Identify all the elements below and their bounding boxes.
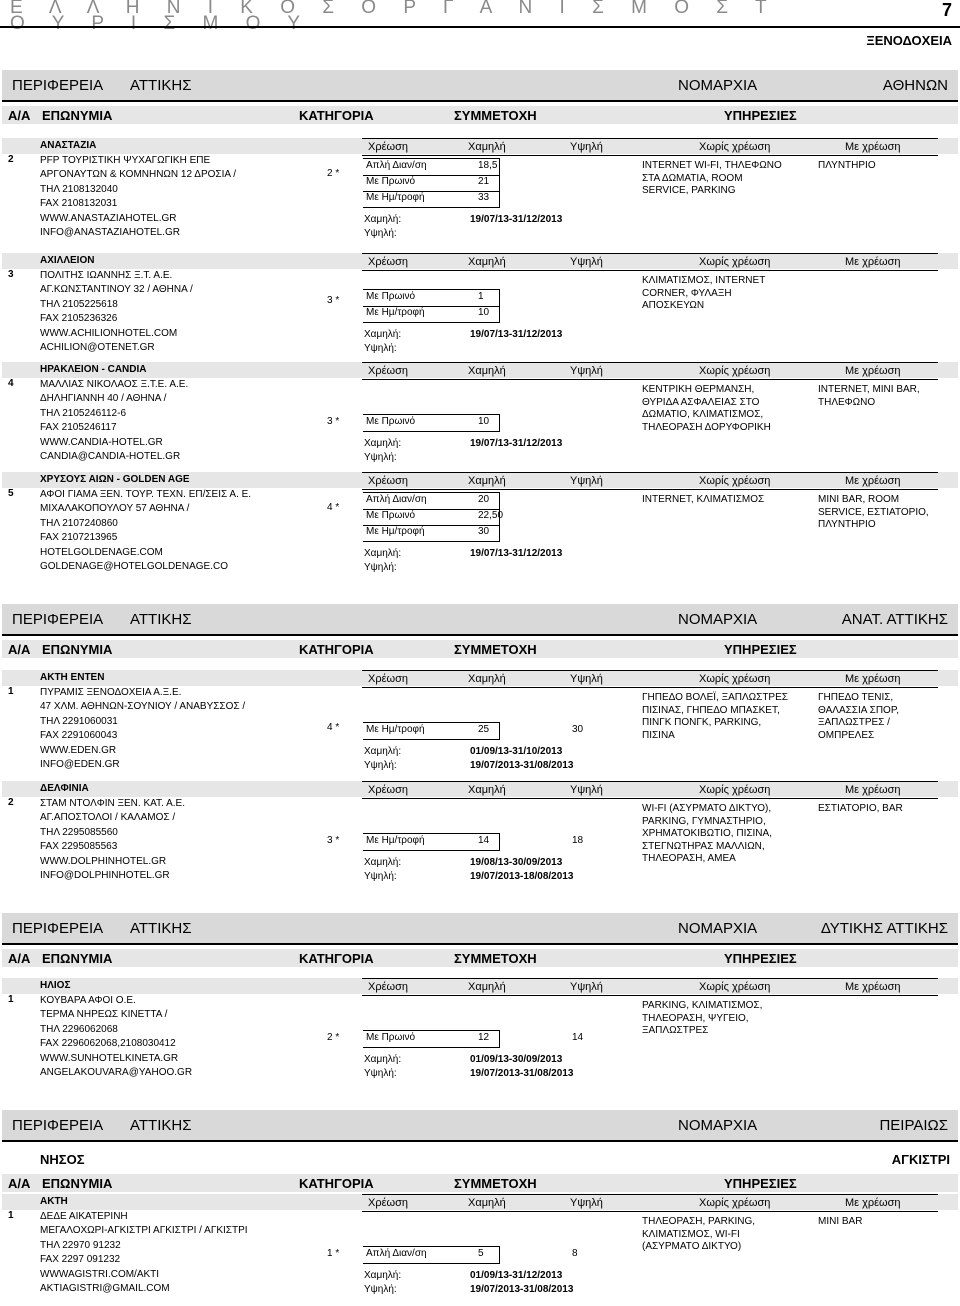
region-name: ΑΤΤΙΚΗΣ — [130, 611, 192, 628]
hotel-detail-line: HOTELGOLDENAGE.COM — [40, 546, 163, 558]
date-high-value: 19/07/2013-31/08/2013 — [470, 1284, 574, 1295]
date-low-value: 19/07/13-31/12/2013 — [470, 438, 563, 449]
hotel-detail-line: WWW.ANASTAZIAHOTEL.GR — [40, 212, 177, 224]
pricing-xreosi-label: Χρέωση — [368, 475, 408, 487]
hotel-detail-line: ΑΓ.ΚΩΝΣΤΑΝΤΙΝΟΥ 32 / ΑΘΗΝΑ / — [40, 284, 193, 295]
entry-number: 3 — [8, 269, 14, 280]
hotel-name: ΑΚΤΗ ΕΝΤΕΝ — [40, 672, 105, 683]
hotel-detail-line: ΤΗΛ 2107240860 — [40, 517, 118, 529]
service-free-item: ΑΠΟΣΚΕΥΩΝ — [642, 300, 705, 311]
hotel-detail-line: FAX 2108132031 — [40, 198, 118, 209]
service-free-item: ΤΗΛΕΟΡΑΣΗ, PARKING, — [642, 1216, 756, 1227]
hotel-detail-line: ΜΑΛΛΙΑΣ ΝΙΚΟΛΑΟΣ Ξ.Τ.Ε. Α.Ε. — [40, 378, 189, 390]
pricing-xreosi-label: Χρέωση — [368, 981, 408, 993]
region-name: ΑΤΤΙΚΗΣ — [130, 920, 192, 937]
pricing-xreosi-label: Χρέωση — [368, 256, 408, 268]
nomarxia-label: ΝΟΜΑΡΧΙΑ — [678, 1117, 758, 1134]
hotel-category: 3 * — [327, 835, 340, 846]
date-low-value: 01/09/13-31/10/2013 — [470, 746, 563, 757]
pricing-header — [362, 781, 938, 799]
pricing-xreosi-label: Χρέωση — [368, 365, 408, 377]
service-paid-item: ΟΜΠΡΕΛΕΣ — [818, 729, 875, 741]
hotel-detail-line: WWWAGISTRI.COM/AKTI — [40, 1268, 160, 1280]
services-paid-label: Με χρέωση — [845, 365, 901, 377]
pricing-high-label: Υψηλή — [570, 673, 603, 685]
price-label: Απλή Διαν/ση — [366, 1248, 427, 1259]
page-number: 7 — [941, 0, 952, 20]
col-ypiresies: ΥΠΗΡΕΣΙΕΣ — [724, 951, 797, 966]
services-free — [642, 494, 764, 507]
pricing-low-label: Χαμηλή — [468, 141, 506, 153]
service-free-item: ΧΡΗΜΑΤΟΚΙΒΩΤΙΟ, ΠΙΣΙΝΑ, — [642, 828, 772, 839]
hotel-name: ΧΡΥΣΟΥΣ ΑΙΩΝ - GOLDEN AGE — [40, 474, 190, 485]
pricing-xreosi-label: Χρέωση — [368, 141, 408, 153]
header-rule — [0, 26, 960, 28]
col-aa: Α/Α — [8, 108, 31, 123]
pricing-header — [362, 978, 938, 996]
services-paid — [818, 803, 903, 816]
hotel-entry — [2, 978, 958, 1082]
document-category: ΞΕΝΟΔΟΧΕΙΑ — [866, 33, 952, 48]
region-label: ΠΕΡΙΦΕΡΕΙΑ — [12, 77, 104, 94]
price-low: 10 — [478, 307, 490, 318]
hotel-detail-line: FAX 2107213965 — [40, 532, 118, 543]
service-paid-item: ΓΗΠΕΔΟ ΤΕΝΙΣ, — [818, 692, 894, 703]
hotel-detail-line: WWW.EDEN.GR — [40, 744, 117, 756]
date-low-value: 19/07/13-31/12/2013 — [470, 214, 563, 225]
hotel-details — [40, 254, 193, 356]
services-free — [642, 1216, 755, 1254]
pricing-high-label: Υψηλή — [570, 365, 603, 377]
services-free — [642, 692, 788, 742]
pricing-low-label: Χαμηλή — [468, 673, 506, 685]
date-high-value: 19/07/2013-31/08/2013 — [470, 760, 574, 771]
service-free-item: ΚΛΙΜΑΤΙΣΜΟΣ, WI-FI — [642, 1228, 740, 1240]
pricing-header — [362, 253, 938, 271]
price-low: 25 — [478, 724, 490, 735]
hotel-detail-line: WWW.SUNHOTELKINETA.GR — [40, 1052, 179, 1064]
hotel-entry — [2, 362, 958, 466]
service-free-item: ΘΥΡΙΔΑ ΑΣΦΑΛΕΙΑΣ ΣΤΟ — [642, 396, 760, 408]
service-free-item: ΠΙΣΙΝΑ — [642, 729, 675, 741]
price-low: 33 — [478, 192, 490, 203]
date-low-label: Χαμηλή: — [364, 438, 402, 449]
col-katigoria: ΚΑΤΗΓΟΡΙΑ — [299, 951, 374, 966]
col-ypiresies: ΥΠΗΡΕΣΙΕΣ — [724, 642, 797, 657]
price-low: 14 — [478, 835, 490, 846]
date-high-label: Υψηλή: — [364, 760, 397, 771]
hotel-detail-line: ΤΗΛ 2105246112-6 — [40, 407, 127, 419]
price-low: 5 — [478, 1248, 484, 1259]
column-header-row — [2, 949, 958, 967]
hotel-detail-line: ΤΗΛ 2296062068 — [40, 1023, 118, 1035]
header-title-line2: Ο Υ Ρ Ι Σ Μ Ο Υ — [10, 13, 312, 34]
date-high-label: Υψηλή: — [364, 343, 397, 354]
hotel-name: ΗΡΑΚΛΕΙΟΝ - CANDIA — [40, 364, 147, 375]
price-label: Με Πρωινό — [366, 291, 416, 302]
entry-number: 5 — [8, 488, 14, 499]
header-title-line1: Ε Λ Λ Η Ν Ι Κ Ο Σ Ο Ρ Γ Α Ν Ι Σ Μ Ο Σ Τ — [10, 0, 778, 18]
hotel-detail-line: INFO@EDEN.GR — [40, 759, 120, 770]
nomarxia-name: ΔΥΤΙΚΗΣ ΑΤΤΙΚΗΣ — [820, 920, 948, 937]
hotel-category: 2 * — [327, 1032, 340, 1043]
date-high-label: Υψηλή: — [364, 1284, 397, 1295]
pricing-high-label: Υψηλή — [570, 256, 603, 268]
price-label: Απλή Διαν/ση — [366, 160, 427, 171]
pricing-low-label: Χαμηλή — [468, 475, 506, 487]
date-high-label: Υψηλή: — [364, 562, 397, 573]
price-low: 21 — [478, 176, 490, 187]
service-paid-item: INTERNET, MINI BAR, — [818, 384, 920, 395]
hotel-detail-line: FAX 2296062068,2108030412 — [40, 1038, 176, 1049]
services-free-label: Χωρίς χρέωση — [699, 141, 771, 153]
price-low: 30 — [478, 526, 490, 537]
price-high: 30 — [572, 724, 584, 735]
price-label: Με Πρωινό — [366, 1032, 416, 1043]
date-high-label: Υψηλή: — [364, 228, 397, 239]
services-free-label: Χωρίς χρέωση — [699, 475, 771, 487]
entry-number: 1 — [8, 994, 14, 1005]
services-paid — [818, 384, 920, 409]
services-free-label: Χωρίς χρέωση — [699, 673, 771, 685]
hotel-detail-line: ACHILION@OTENET.GR — [40, 342, 155, 353]
col-symmetoxi: ΣΥΜΜΕΤΟΧΗ — [454, 1176, 537, 1191]
hotel-detail-line: FAX 2105236326 — [40, 313, 118, 324]
price-low: 22,50 — [478, 510, 504, 521]
hotel-detail-line: ΣΤΑΜ ΝΤΟΛΦΙΝ ΞΕΝ. ΚΑΤ. Α.Ε. — [40, 797, 185, 809]
hotel-detail-line: GOLDENAGE@HOTELGOLDENAGE.CO — [40, 561, 228, 572]
pricing-low-label: Χαμηλή — [468, 256, 506, 268]
entry-number: 2 — [8, 797, 14, 808]
date-high-label: Υψηλή: — [364, 1068, 397, 1079]
services-paid — [818, 494, 929, 532]
pricing-low-label: Χαμηλή — [468, 784, 506, 796]
hotel-detail-line: ΑΦΟΙ ΓΙΑΜΑ ΞΕΝ. ΤΟΥΡ. ΤΕΧΝ. ΕΠ/ΣΕΙΣ Α. Ε. — [40, 488, 252, 500]
services-free — [642, 384, 771, 434]
col-eponymia: ΕΠΩΝΥΜΙΑ — [42, 642, 113, 657]
hotel-detail-line: ΤΕΡΜΑ ΝΗΡΕΩΣ ΚΙΝΕΤΤΑ / — [40, 1009, 168, 1020]
services-free-label: Χωρίς χρέωση — [699, 981, 771, 993]
pricing-header — [362, 138, 938, 156]
col-ypiresies: ΥΠΗΡΕΣΙΕΣ — [724, 1176, 797, 1191]
hotel-detail-line: ΔΗΛΗΓΙΑΝΝΗ 40 / ΑΘΗΝΑ / — [40, 393, 167, 404]
section-title-bar — [2, 1110, 958, 1142]
price-low: 1 — [478, 291, 484, 302]
col-eponymia: ΕΠΩΝΥΜΙΑ — [42, 1176, 113, 1191]
col-symmetoxi: ΣΥΜΜΕΤΟΧΗ — [454, 642, 537, 657]
pricing-header — [362, 670, 938, 688]
service-free-item: PARKING, ΚΛΙΜΑΤΙΣΜΟΣ, — [642, 1000, 763, 1011]
service-free-item: PARKING, ΓΥΜΝΑΣΤΗΡΙΟ, — [642, 815, 766, 827]
col-symmetoxi: ΣΥΜΜΕΤΟΧΗ — [454, 951, 537, 966]
price-label: Απλή Διαν/ση — [366, 494, 427, 505]
hotel-detail-line: ΑΡΓΟΝΑΥΤΩΝ & ΚΟΜΝΗΝΩΝ 12 ΔΡΟΣΙΑ / — [40, 169, 237, 180]
hotel-entry — [2, 670, 958, 774]
nomarxia-name: ΑΘΗΝΩΝ — [882, 77, 948, 94]
date-low-value: 01/09/13-30/09/2013 — [470, 1054, 563, 1065]
service-paid-item: ΠΛΥΝΤΗΡΙΟ — [818, 519, 876, 530]
hotel-detail-line: ΤΗΛ 2291060031 — [40, 715, 118, 727]
price-low: 12 — [478, 1032, 490, 1043]
services-free — [642, 160, 782, 198]
hotel-details — [40, 139, 236, 241]
hotel-name: ΗΛΙΟΣ — [40, 980, 71, 991]
services-paid-label: Με χρέωση — [845, 475, 901, 487]
section-title-bar — [2, 913, 958, 945]
hotel-detail-line: ΚΟΥΒΑΡΑ ΑΦΟΙ Ο.Ε. — [40, 994, 136, 1006]
col-symmetoxi: ΣΥΜΜΕΤΟΧΗ — [454, 108, 537, 123]
island-row — [2, 1150, 958, 1170]
hotel-detail-line: INFO@ANASTAZIAHOTEL.GR — [40, 227, 180, 238]
pricing-high-label: Υψηλή — [570, 475, 603, 487]
date-low-label: Χαμηλή: — [364, 329, 402, 340]
pricing-low-label: Χαμηλή — [468, 1197, 506, 1209]
entry-number: 1 — [8, 686, 14, 697]
hotel-detail-line: ΤΗΛ 2295085560 — [40, 826, 118, 838]
services-paid — [818, 1216, 862, 1229]
service-free-item: (ΑΣΥΡΜΑΤΟ ΔΙΚΤΥΟ) — [642, 1241, 742, 1252]
price-label: Με Ημ/τροφή — [366, 724, 425, 735]
column-header-row — [2, 640, 958, 658]
region-label: ΠΕΡΙΦΕΡΕΙΑ — [12, 611, 104, 628]
price-high: 8 — [572, 1248, 578, 1259]
service-free-item: ΞΑΠΛΩΣΤΡΕΣ — [642, 1025, 709, 1036]
pricing-high-label: Υψηλή — [570, 141, 603, 153]
services-free-label: Χωρίς χρέωση — [699, 1197, 771, 1209]
hotel-detail-line: WWW.CANDIA-HOTEL.GR — [40, 436, 163, 448]
services-free-label: Χωρίς χρέωση — [699, 256, 771, 268]
date-low-label: Χαμηλή: — [364, 1270, 402, 1281]
service-paid-item: ΞΑΠΛΩΣΤΡΕΣ / — [818, 717, 890, 728]
entry-number: 2 — [8, 154, 14, 165]
services-free — [642, 275, 765, 313]
service-free-item: ΚΛΙΜΑΤΙΣΜΟΣ, INTERNET — [642, 275, 766, 286]
services-paid-label: Με χρέωση — [845, 1197, 901, 1209]
pricing-high-label: Υψηλή — [570, 981, 603, 993]
col-katigoria: ΚΑΤΗΓΟΡΙΑ — [299, 1176, 374, 1191]
hotel-detail-line: ΔΕΔΕ ΑΙΚΑΤΕΡΙΝΗ — [40, 1210, 128, 1222]
region-label: ΠΕΡΙΦΕΡΕΙΑ — [12, 920, 104, 937]
price-low: 18,5 — [478, 160, 498, 171]
price-high: 14 — [572, 1032, 584, 1043]
services-paid — [818, 692, 899, 742]
service-free-item: WI-FI (ΑΣΥΡΜΑΤΟ ΔΙΚΤΥΟ), — [642, 803, 772, 814]
service-paid-item: ΤΗΛΕΦΩΝΟ — [818, 396, 876, 408]
col-eponymia: ΕΠΩΝΥΜΙΑ — [42, 951, 113, 966]
hotel-name: ANAΣΤΑΖΙΑ — [40, 140, 97, 151]
service-free-item: INTERNET WI-FI, ΤΗΛΕΦΩΝΟ — [642, 160, 782, 171]
col-aa: Α/Α — [8, 642, 31, 657]
date-low-value: 19/07/13-31/12/2013 — [470, 548, 563, 559]
region-name: ΑΤΤΙΚΗΣ — [130, 77, 192, 94]
date-high-value: 19/07/2013-31/08/2013 — [470, 1068, 574, 1079]
col-aa: Α/Α — [8, 951, 31, 966]
date-low-label: Χαμηλή: — [364, 1054, 402, 1065]
price-label: Με Πρωινό — [366, 176, 416, 187]
hotel-detail-line: ΠΥΡΑΜΙΣ ΞΕΝΟΔΟΧΕΙΑ Α.Ξ.Ε. — [40, 686, 182, 698]
price-low: 20 — [478, 494, 490, 505]
service-paid-item: ΘΑΛΑΣΣΙΑ ΣΠΟΡ, — [818, 704, 900, 716]
pricing-low-label: Χαμηλή — [468, 981, 506, 993]
service-free-item: ΤΗΛΕΟΡΑΣΗ ΔΟΡΥΦΟΡΙΚΗ — [642, 421, 771, 433]
section-title-bar — [2, 604, 958, 636]
hotel-detail-line: WWW.DOLPHINHOTEL.GR — [40, 855, 167, 867]
column-header-row — [2, 106, 958, 124]
services-free-label: Χωρίς χρέωση — [699, 784, 771, 796]
service-free-item: SERVICE, PARKING — [642, 185, 736, 196]
hotel-detail-line: AKTIAGISTRI@GMAIL.COM — [40, 1283, 170, 1294]
hotel-entry — [2, 253, 958, 357]
nomarxia-label: ΝΟΜΑΡΧΙΑ — [678, 611, 758, 628]
hotel-detail-line: WWW.ACHILIONHOTEL.COM — [40, 327, 178, 339]
pricing-low-label: Χαμηλή — [468, 365, 506, 377]
service-free-item: ΚΕΝΤΡΙΚΗ ΘΕΡΜΑΝΣΗ, — [642, 384, 755, 395]
col-katigoria: ΚΑΤΗΓΟΡΙΑ — [299, 108, 374, 123]
service-paid-item: MINI BAR, ROOM — [818, 494, 900, 505]
pricing-high-label: Υψηλή — [570, 1197, 603, 1209]
hotel-entry — [2, 138, 958, 242]
service-paid-item: ΕΣΤΙΑΤΟΡΙΟ, BAR — [818, 803, 903, 814]
date-high-value: 19/07/2013-18/08/2013 — [470, 871, 574, 882]
services-free-label: Χωρίς χρέωση — [699, 365, 771, 377]
column-header-row — [2, 1174, 958, 1192]
service-paid-item: SERVICE, ΕΣΤΙΑΤΟΡΙΟ, — [818, 506, 929, 518]
hotel-details — [40, 473, 251, 575]
date-low-value: 19/08/13-30/09/2013 — [470, 857, 563, 868]
hotel-detail-line: ΤΗΛ 22970 91232 — [40, 1239, 121, 1251]
service-free-item: ΤΗΛΕΟΡΑΣΗ, ΨΥΓΕΙΟ, — [642, 1012, 749, 1024]
services-paid-label: Με χρέωση — [845, 784, 901, 796]
date-high-label: Υψηλή: — [364, 871, 397, 882]
pricing-xreosi-label: Χρέωση — [368, 673, 408, 685]
service-paid-item: MINI BAR — [818, 1216, 863, 1227]
services-free — [642, 803, 772, 866]
date-low-value: 01/09/13-31/12/2013 — [470, 1270, 563, 1281]
hotel-entry — [2, 781, 958, 885]
price-high: 18 — [572, 835, 584, 846]
hotel-detail-line: ΜΕΓΑΛΟΧΩΡΙ-ΑΓΚΙΣΤΡΙ ΑΓΚΙΣΤΡΙ / ΑΓΚΙΣΤΡΙ — [40, 1225, 248, 1236]
price-label: Με Ημ/τροφή — [366, 307, 425, 318]
hotel-detail-line: ΠΟΛΙΤΗΣ ΙΩΑΝΝΗΣ Ξ.Τ. Α.Ε. — [40, 269, 173, 281]
price-label: Με Ημ/τροφή — [366, 526, 425, 537]
nomarxia-label: ΝΟΜΑΡΧΙΑ — [678, 77, 758, 94]
service-free-item: INTERNET, ΚΛΙΜΑΤΙΣΜΟΣ — [642, 494, 765, 505]
hotel-detail-line: ΤΗΛ 2108132040 — [40, 183, 118, 195]
hotel-details — [40, 1195, 248, 1297]
hotel-details — [40, 671, 245, 773]
island-label: ΝΗΣΟΣ — [40, 1152, 85, 1167]
service-free-item: ΠΙΣΙΝΑΣ, ΓΗΠΕΔΟ ΜΠΑΣΚΕΤ, — [642, 704, 780, 716]
price-label: Με Πρωινό — [366, 510, 416, 521]
hotel-detail-line: FAX 2297 091232 — [40, 1254, 121, 1265]
hotel-category: 1 * — [327, 1248, 340, 1259]
service-free-item: ΣΤΑ ΔΩΜΑΤΙΑ, ROOM — [642, 172, 743, 184]
hotel-details — [40, 782, 185, 884]
pricing-header — [362, 472, 938, 490]
service-free-item: ΤΗΛΕΟΡΑΣΗ, ΑΜΕΑ — [642, 853, 736, 864]
entry-number: 4 — [8, 378, 14, 389]
hotel-name: ΑΚΤΗ — [40, 1196, 68, 1207]
pricing-xreosi-label: Χρέωση — [368, 1197, 408, 1209]
date-low-label: Χαμηλή: — [364, 548, 402, 559]
nomarxia-name: ΠΕΙΡΑΙΩΣ — [879, 1117, 948, 1134]
col-eponymia: ΕΠΩΝΥΜΙΑ — [42, 108, 113, 123]
col-aa: Α/Α — [8, 1176, 31, 1191]
date-low-label: Χαμηλή: — [364, 214, 402, 225]
section-title-bar — [2, 70, 958, 102]
hotel-detail-line: INFO@DOLPHINHOTEL.GR — [40, 870, 170, 881]
entry-number: 1 — [8, 1210, 14, 1221]
hotel-category: 3 * — [327, 416, 340, 427]
hotel-detail-line: ANGELAKOUVARA@YAHOO.GR — [40, 1067, 193, 1078]
service-free-item: ΔΩΜΑΤΙΟ, ΚΛΙΜΑΤΙΣΜΟΣ, — [642, 409, 764, 420]
nomarxia-label: ΝΟΜΑΡΧΙΑ — [678, 920, 758, 937]
price-low: 10 — [478, 416, 490, 427]
hotel-detail-line: FAX 2291060043 — [40, 730, 118, 741]
pricing-high-label: Υψηλή — [570, 784, 603, 796]
hotel-detail-line: 47 ΧΛΜ. ΑΘΗΝΩΝ-ΣΟΥΝΙΟΥ / ΑΝΑΒΥΣΣΟΣ / — [40, 701, 246, 712]
services-free — [642, 1000, 762, 1038]
services-paid-label: Με χρέωση — [845, 141, 901, 153]
hotel-detail-line: ΤΗΛ 2105225618 — [40, 298, 118, 310]
services-paid-label: Με χρέωση — [845, 673, 901, 685]
price-label: Με Ημ/τροφή — [366, 835, 425, 846]
region-label: ΠΕΡΙΦΕΡΕΙΑ — [12, 1117, 104, 1134]
hotel-details — [40, 363, 188, 465]
hotel-name: ΑΧΙΛΛΕΙΟΝ — [40, 255, 95, 266]
service-free-item: ΣΤΕΓΝΩΤΗΡΑΣ ΜΑΛΛΙΩΝ, — [642, 840, 765, 852]
service-free-item: ΠΙΝΓΚ ΠΟΝΓΚ, PARKING, — [642, 717, 762, 728]
pricing-header — [362, 1194, 938, 1212]
pricing-header — [362, 362, 938, 380]
services-paid-label: Με χρέωση — [845, 981, 901, 993]
price-label: Με Πρωινό — [366, 416, 416, 427]
nomarxia-name: ΑΝΑΤ. ΑΤΤΙΚΗΣ — [841, 611, 948, 628]
hotel-entry — [2, 472, 958, 576]
hotel-detail-line: PFP ΤΟΥΡΙΣΤΙΚΗ ΨΥΧΑΓΩΓΙΚΗ ΕΠΕ — [40, 154, 211, 166]
hotel-name: ΔΕΛΦΙΝΙΑ — [40, 783, 89, 794]
service-free-item: ΓΗΠΕΔΟ ΒΟΛΕΪ, ΞΑΠΛΩΣΤΡΕΣ — [642, 692, 788, 703]
date-low-label: Χαμηλή: — [364, 857, 402, 868]
hotel-detail-line: FAX 2105246117 — [40, 422, 117, 433]
date-low-value: 19/07/13-31/12/2013 — [470, 329, 563, 340]
col-katigoria: ΚΑΤΗΓΟΡΙΑ — [299, 642, 374, 657]
date-low-label: Χαμηλή: — [364, 746, 402, 757]
hotel-detail-line: CANDIA@CANDIA-HOTEL.GR — [40, 451, 181, 462]
price-label: Με Ημ/τροφή — [366, 192, 425, 203]
hotel-category: 4 * — [327, 722, 340, 733]
hotel-details — [40, 979, 192, 1081]
hotel-detail-line: ΑΓ.ΑΠΟΣΤΟΛΟΙ / ΚΑΛΑΜΟΣ / — [40, 812, 176, 823]
hotel-category: 2 * — [327, 168, 340, 179]
region-name: ΑΤΤΙΚΗΣ — [130, 1117, 192, 1134]
hotel-detail-line: FAX 2295085563 — [40, 841, 118, 852]
service-free-item: CORNER, ΦΥΛΑΞΗ — [642, 287, 732, 299]
service-paid-item: ΠΛΥΝΤΗΡΙΟ — [818, 160, 876, 171]
date-high-label: Υψηλή: — [364, 452, 397, 463]
hotel-entry — [2, 1194, 958, 1298]
services-paid-label: Με χρέωση — [845, 256, 901, 268]
hotel-detail-line: ΜΙΧΑΛΑΚΟΠΟΥΛΟΥ 57 ΑΘΗΝΑ / — [40, 503, 190, 514]
col-ypiresies: ΥΠΗΡΕΣΙΕΣ — [724, 108, 797, 123]
services-paid — [818, 160, 876, 173]
island-name: ΑΓΚΙΣΤΡΙ — [891, 1152, 950, 1167]
hotel-category: 3 * — [327, 295, 340, 306]
pricing-xreosi-label: Χρέωση — [368, 784, 408, 796]
hotel-category: 4 * — [327, 502, 340, 513]
